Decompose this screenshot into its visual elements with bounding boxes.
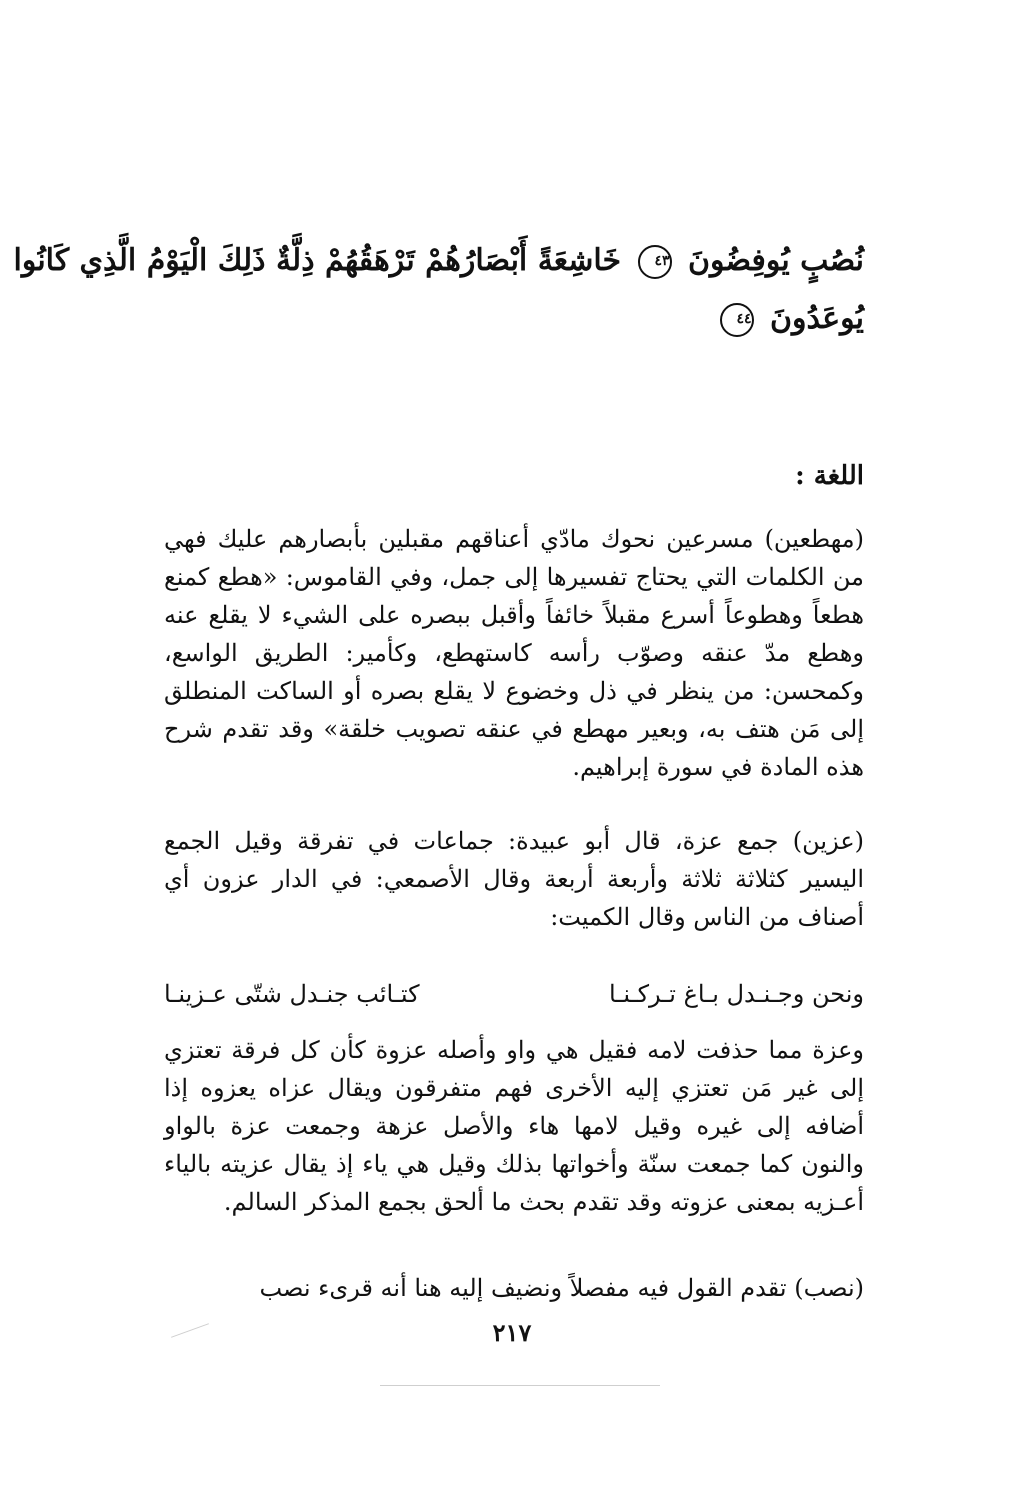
poem-hemistich-first: ونحن وجـنـدل بـاغ تـركـنـا [608, 980, 864, 1008]
ayah-number-marker: ٤٤ [720, 303, 754, 337]
ayah-number-marker: ٤٣ [638, 245, 672, 279]
poetry-verse [164, 975, 864, 1013]
verse-line-1 [13, 232, 864, 290]
page-number: ٢١٧ [492, 1318, 532, 1347]
paragraph-izza: وعزة مما حذفت لامه فقيل هي واو وأصله عزوة كأن كل فرقة تعتزي إلى غير مَن تعتزي إليه الأخرى فهم متفرقون ويقال عزاه يعزوه إذا أضافه إلى غيره وقيل لامها هاء والأصل عزهة وجمعت عزة بالواو والنون كما جمعت سنّة وأخواتها بذلك وقيل هي ياء إذ يقال عزيته بالياء أعـزيه بمعنى عزوته وقد تقدم بحث ما ألحق بجمع المذكر السالم. [164, 1036, 864, 1216]
paragraph-izin: (عزين) جمع عزة، قال أبو عبيدة: جماعات في تفرقة وقيل الجمع اليسير كثلاثة ثلاثة وأربعة أربعة وقال الأصمعي: في الدار عزون أي أصناف من الناس وقال الكميت: [164, 827, 864, 931]
poem-hemistich-second: كتـائب جنـدل شتّى عـزينـا [164, 980, 420, 1008]
scan-mark [380, 1385, 660, 1386]
verse-text-rest: خَاشِعَةً أَبْصَارُهُمْ تَرْهَقُهُمْ ذِلَّةٌ ذَلِكَ الْيَوْمُ الَّذِي كَانُوا [13, 243, 622, 278]
paragraph-muhtiin: (مهطعين) مسرعين نحوك مادّي أعناقهم مقبلين بأبصارهم عليك فهي من الكلمات التي يحتاج تفسيرها إلى جمل، وفي القاموس: «هطع كمنع هطعاً وهطوعاً أسرع مقبلاً خائفاً وأقبل ببصره على الشيء لا يقلع عنه وهطع مدّ عنقه وصوّب رأسه كاستهطع، وكأمير: الطريق الواسع، وكمحسن: من ينظر في ذل وخضوع لا يقلع بصره أو الساكت المنطلق إلى مَن هتف به، وبعير مهطع في عنقه تصويب خلقة» وقد تقدم شرح هذه المادة في سورة إبراهيم. [164, 525, 864, 781]
paragraph-nusub: (نصب) تقدم القول فيه مفصلاً ونضيف إليه هنا أنه قرىء نصب [259, 1274, 864, 1302]
section-heading: اللغة : [795, 461, 864, 491]
verse-line-2 [164, 290, 864, 348]
verse-text-start: نُصُبٍ يُوفِضُونَ [687, 243, 864, 278]
quran-verse [13, 232, 864, 348]
verse-text-end: يُوعَدُونَ [769, 301, 864, 336]
